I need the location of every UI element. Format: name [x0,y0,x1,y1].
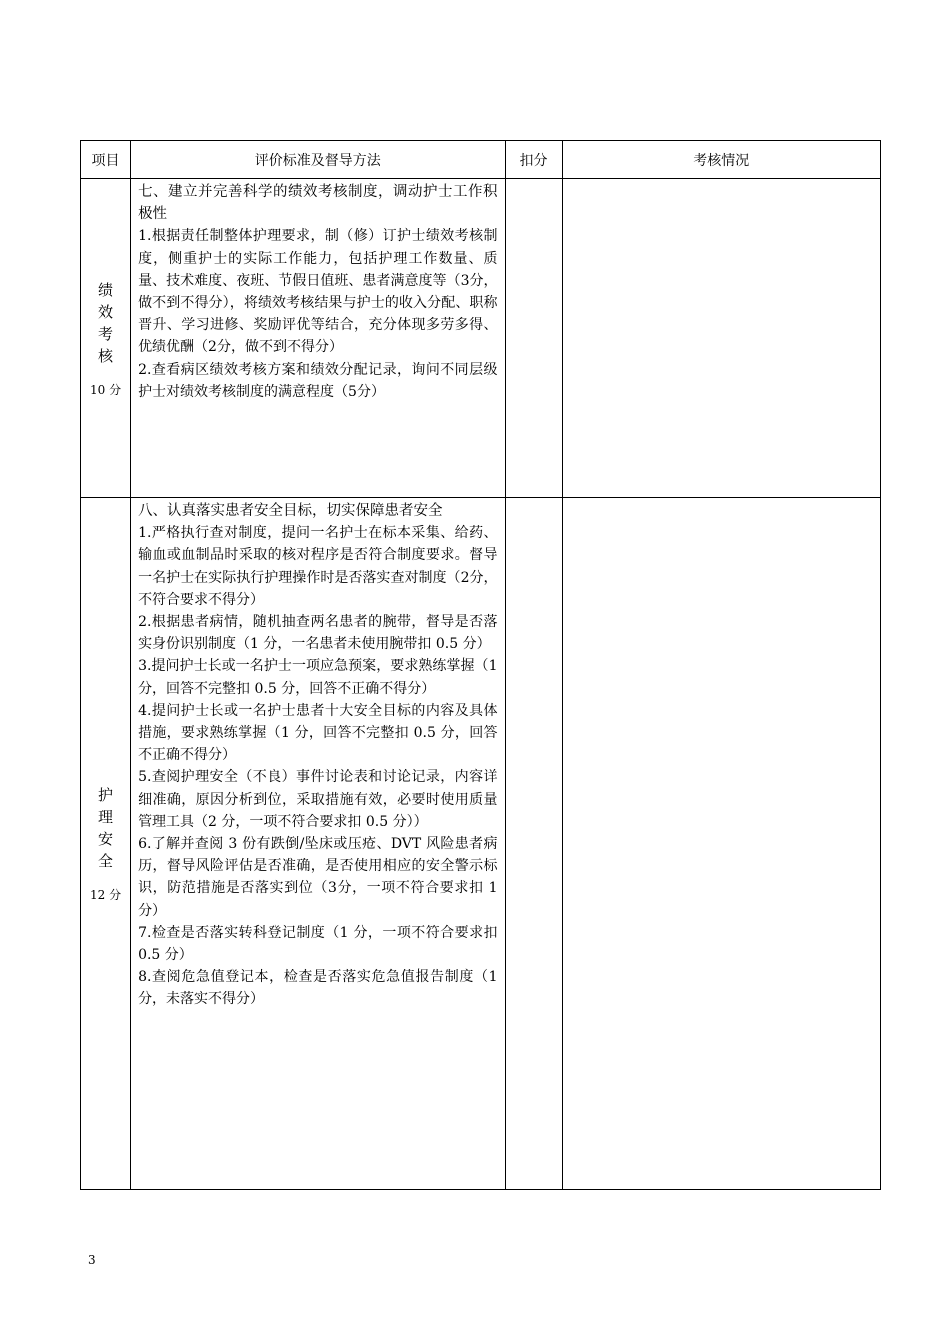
item-cell [81,498,131,1190]
result-cell[interactable] [562,498,880,1190]
header-result: 考核情况 [562,141,880,179]
page-number: 3 [88,1253,96,1267]
criteria-item: 4.提问护士长或一名护士患者十大安全目标的内容及具体措施，要求熟练掌握（1 分，回答不完整扣 0.5 分，回答不正确不得分） [138,702,498,764]
table-row [81,179,881,498]
header-criteria: 评价标准及督导方法 [131,141,505,179]
criteria-cell [131,179,505,498]
item-name: 绩 效 考 核 [98,280,114,365]
criteria-item: 2.查看病区绩效考核方案和绩效分配记录，询问不同层级护士对绩效考核制度的满意程度（5分） [138,361,498,400]
criteria-item: 8.查阅危急值登记本，检查是否落实危急值报告制度（1分，未落实不得分） [138,969,498,1008]
criteria-cell [131,498,505,1190]
item-score: 12 分 [89,888,122,902]
item-score: 10 分 [89,382,122,397]
table-header-row [81,141,881,179]
criteria-item: 5.查阅护理安全（不良）事件讨论表和讨论记录，内容详细准确，原因分析到位，采取措施有效，必要时使用质量管理工具（2 分，一项不符合要求扣 0.5 分）） [138,769,498,830]
criteria-item: 1.严格执行查对制度，提问一名护士在标本采集、给药、输血或血制品时采取的核对程序是否符合制度要求。督导一名护士在实际执行护理操作时是否落实查对制度（2分，不符合要求不得分） [138,525,498,608]
deduction-cell[interactable] [505,498,562,1190]
criteria-heading: 八、认真落实患者安全目标，切实保障患者安全 [138,503,443,519]
header-item: 项目 [81,141,131,179]
table-row [81,498,881,1190]
deduction-cell[interactable] [505,179,562,498]
evaluation-table [80,140,881,1190]
criteria-item: 3.提问护士长或一名护士一项应急预案，要求熟练掌握（1 分，回答不完整扣 0.5 分，回答不正确不得分） [138,658,498,697]
result-cell[interactable] [562,179,880,498]
item-cell [81,179,131,498]
criteria-item: 7.检查是否落实转科登记制度（1 分，一项不符合要求扣 0.5 分） [138,924,498,964]
criteria-item: 2.根据患者病情，随机抽查两名患者的腕带，督导是否落实身份识别制度（1 分，一名患者未使用腕带扣 0.5 分） [138,614,498,653]
header-deduction: 扣分 [505,141,562,179]
criteria-item: 6.了解并查阅 3 份有跌倒/坠床或压疮、DVT 风险患者病历，督导风险评估是否准确，是否使用相应的安全警示标识，防范措施是否落实到位（3分，一项不符合要求扣 1 分） [138,836,498,919]
criteria-heading: 七、建立并完善科学的绩效考核制度，调动护士工作积极性 [138,184,498,223]
item-name: 护 理 安 全 [98,786,114,870]
criteria-item: 1.根据责任制整体护理要求，制（修）订护士绩效考核制度，侧重护士的实际工作能力，包括护理工作数量、质量、技术难度、夜班、节假日值班、患者满意度等（3分，做不到不得分），将绩效考核结果与护士的收入分配、职称晋升、学习进修、奖励评优等结合，充分体现多劳多得、优绩优酬（2分，做不到不得分） [138,228,498,356]
